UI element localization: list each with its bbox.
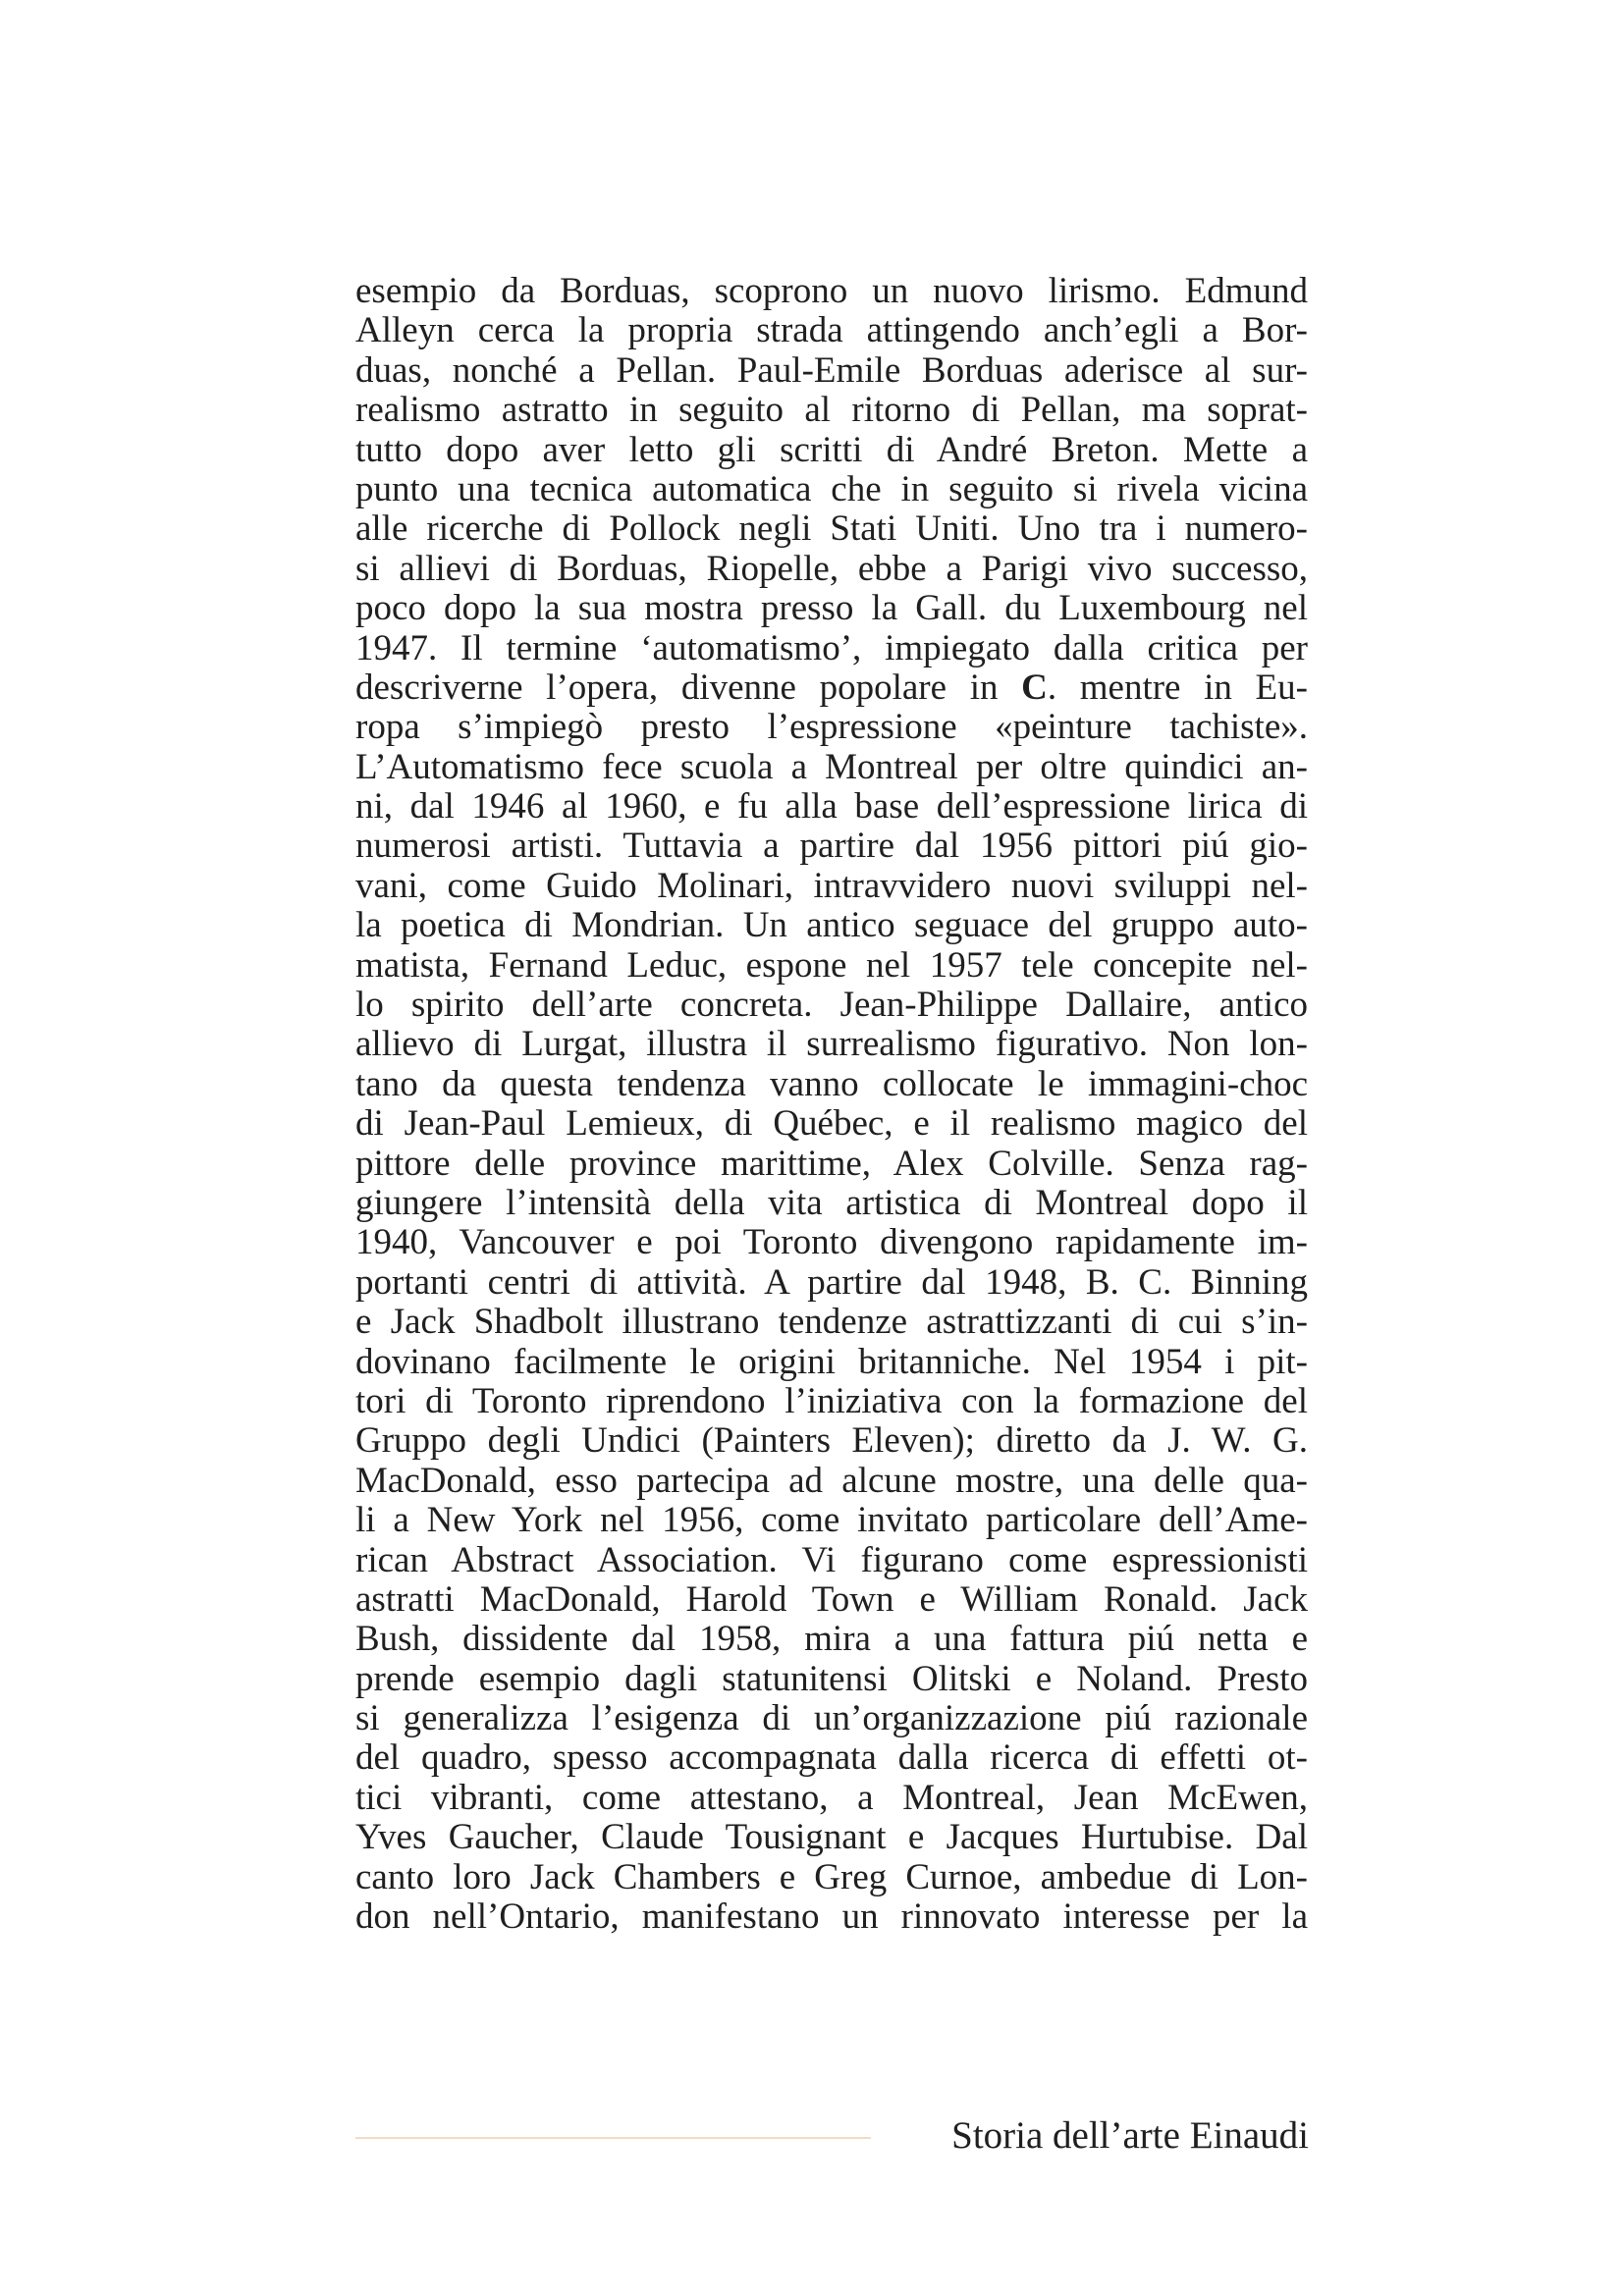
text-line: Yves Gaucher, Claude Tousignant e Jacques Hurtubise. Dal <box>355 1817 1308 1858</box>
text-line: lo spirito dell’arte concreta. Jean-Philippe Dallaire, antico <box>355 985 1308 1026</box>
country-abbreviation: C <box>1021 667 1048 708</box>
text-line: punto una tecnica automatica che in seguito si rivela vicina <box>355 468 1308 509</box>
text-line: duas, nonché a Pellan. Paul-Emile Borduas aderisce al sur- <box>355 349 1308 391</box>
footer-rule <box>355 2137 871 2139</box>
text-line: di Jean-Paul Lemieux, di Québec, e il realismo magico del <box>355 1103 1308 1145</box>
text-line: esempio da Borduas, scoprono un nuovo lirismo. Edmund <box>355 271 1308 311</box>
body-text <box>355 272 1308 1937</box>
text-line: tutto dopo aver letto gli scritti di André Breton. Mette a <box>355 429 1308 470</box>
text-line: Bush, dissidente dal 1958, mira a una fattura piú netta e <box>355 1619 1308 1660</box>
text-line: 1947. Il termine ‘automatismo’, impiegato dalla critica per <box>355 627 1308 668</box>
text-line: dovinano facilmente le origini britanniche. Nel 1954 i pit- <box>355 1341 1308 1382</box>
text-line: alle ricerche di Pollock negli Stati Uniti. Uno tra i numero- <box>355 508 1308 550</box>
text-line: tori di Toronto riprendono l’iniziativa con la formazione del <box>355 1380 1308 1421</box>
text-line: tano da questa tendenza vanno collocate le immagini-choc <box>355 1063 1308 1104</box>
text-line: allievo di Lurgat, illustra il surrealismo figurativo. Non lon- <box>355 1024 1308 1065</box>
text-line: prende esempio dagli statunitensi Olitski e Noland. Presto <box>355 1658 1308 1699</box>
text-line: vani, come Guido Molinari, intravvidero nuovi sviluppi nel- <box>355 865 1308 906</box>
text-line: poco dopo la sua mostra presso la Gall. du Luxembourg nel <box>355 588 1308 629</box>
text-line: Alleyn cerca la propria strada attingendo anch’egli a Bor- <box>355 310 1308 351</box>
text-line: don nell’Ontario, manifestano un rinnovato interesse per la <box>355 1896 1308 1938</box>
text-line: MacDonald, esso partecipa ad alcune mostre, una delle qua- <box>355 1460 1308 1501</box>
text-line: li a New York nel 1956, come invitato particolare dell’Ame- <box>355 1500 1308 1541</box>
text-line: del quadro, spesso accompagnata dalla ricerca di effetti ot- <box>355 1737 1308 1779</box>
text-line: numerosi artisti. Tuttavia a partire dal 1956 pittori piú gio- <box>355 826 1308 867</box>
text-line: realismo astratto in seguito al ritorno di Pellan, ma soprat- <box>355 390 1308 431</box>
text-line: giungere l’intensità della vita artistica di Montreal dopo il <box>355 1182 1308 1223</box>
text-line: astratti MacDonald, Harold Town e William Ronald. Jack <box>355 1578 1308 1620</box>
text-line: ropa s’impiegò presto l’espressione «peinture tachiste». <box>355 707 1308 748</box>
text-line: ni, dal 1946 al 1960, e fu alla base dell’espressione lirica di <box>355 786 1308 828</box>
text-line: tici vibranti, come attestano, a Montreal, Jean McEwen, <box>355 1777 1308 1818</box>
text-line: portanti centri di attività. A partire dal 1948, B. C. Binning <box>355 1261 1308 1303</box>
text-line: si generalizza l’esigenza di un’organizzazione piú razionale <box>355 1698 1308 1739</box>
text-line: 1940, Vancouver e poi Toronto divengono rapidamente im- <box>355 1222 1308 1263</box>
text-line: la poetica di Mondrian. Un antico seguace del gruppo auto- <box>355 905 1308 946</box>
footer-title: Storia dell’arte Einaudi <box>951 2114 1309 2157</box>
text-line: L’Automatismo fece scuola a Montreal per oltre quindici an- <box>355 746 1308 787</box>
text-line: si allievi di Borduas, Riopelle, ebbe a Parigi vivo successo, <box>355 548 1308 589</box>
text-line: canto loro Jack Chambers e Greg Curnoe, ambedue di Lon- <box>355 1856 1308 1897</box>
text-line: Gruppo degli Undici (Painters Eleven); diretto da J. W. G. <box>355 1420 1308 1462</box>
text-line: e Jack Shadbolt illustrano tendenze astrattizzanti di cui s’in- <box>355 1302 1308 1343</box>
text-line: rican Abstract Association. Vi figurano come espressionisti <box>355 1539 1308 1580</box>
text-line: pittore delle province marittime, Alex Colville. Senza rag- <box>355 1143 1308 1184</box>
text-line: descriverne l’opera, divenne popolare in C. mentre in Eu- <box>355 667 1308 708</box>
text-line: matista, Fernand Leduc, espone nel 1957 tele concepite nel- <box>355 944 1308 986</box>
